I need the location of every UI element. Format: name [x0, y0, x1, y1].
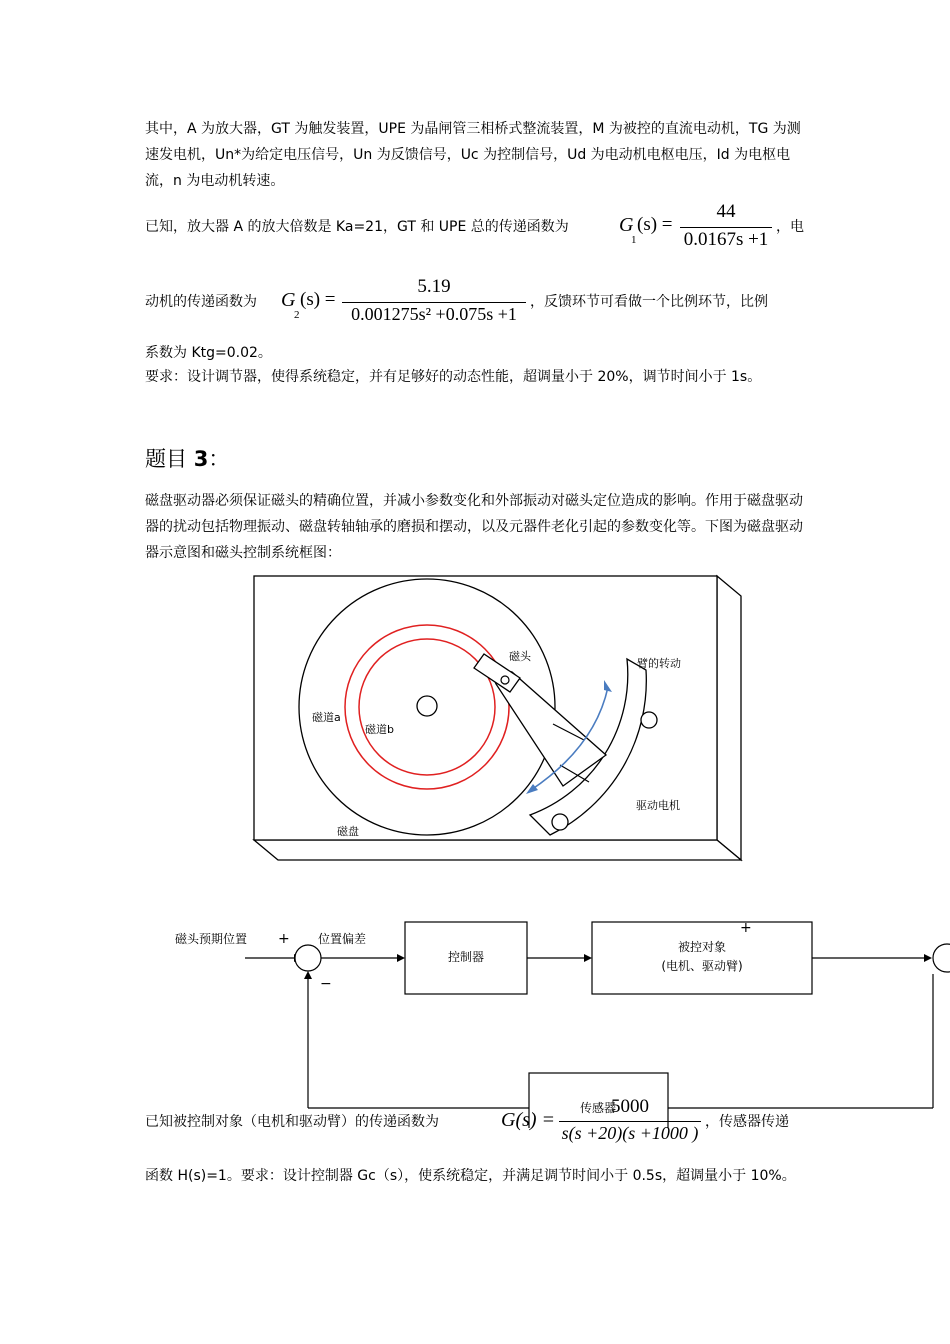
- summer2-input-arrowhead-icon: [924, 954, 932, 962]
- heading-colon: ：: [208, 447, 230, 471]
- g2-numerator: 5.19: [417, 276, 451, 297]
- g1-sub: 1: [631, 234, 637, 246]
- plant-label-line-1: 被控对象: [677, 940, 727, 954]
- label-arm-rotation: 臂的转动: [637, 657, 681, 670]
- g1-fraction-bar: [680, 227, 772, 228]
- controller-input-arrowhead-icon: [397, 954, 405, 962]
- paragraph-requirement-2: 函数 H(s)=1。要求：设计控制器 Gc（s），使系统稳定，并满足调节时间小于 0.5s，超调量小于 10%。: [145, 1168, 796, 1184]
- g1-lhs: G: [619, 214, 634, 236]
- block-input-label: 磁头预期位置: [175, 932, 248, 946]
- disk-drive-figure: [250, 572, 744, 862]
- paragraph-disk-intro: 磁盘驱动器必须保证磁头的精确位置，并减小参数变化和外部振动对磁头定位造成的影响。作用于磁盘驱动器的扰动包括物理振动、磁盘转轴轴承的磨损和摆动，以及元器件老化引起的参数变化等。下图为磁盘驱动器示意图和磁头控制系统框图：: [145, 493, 803, 561]
- motor-hole-top-icon: [641, 712, 657, 728]
- g2-denominator: 0.001275s² +0.075s +1: [351, 304, 517, 324]
- head-pivot-icon: [501, 676, 509, 684]
- spindle-icon: [417, 696, 437, 716]
- gs-lhs: G(s) =: [501, 1109, 556, 1131]
- g2-lhs: G: [281, 289, 296, 311]
- plant-label-line-2: (电机、驱动臂): [661, 959, 743, 973]
- g1-denominator: 0.0167s +1: [683, 229, 769, 250]
- paragraph-g1-suffix: ，电: [776, 219, 804, 235]
- g2-fraction-bar: [342, 302, 526, 303]
- label-drive-motor: 驱动电机: [636, 799, 680, 812]
- paragraph-ktg: 系数为 Ktg=0.02。: [145, 345, 272, 361]
- paragraph-plant-tf-suffix: ，传感器传递: [705, 1114, 789, 1130]
- g2-arg: (s) =: [300, 289, 336, 310]
- sensor-label: 传感器: [579, 1101, 617, 1115]
- paragraph-requirement-1: 要求：设计调节器，使得系统稳定，并有足够好的动态性能，超调量小于 20%，调节时间小于 1s。: [145, 369, 762, 385]
- heading-number: 3: [193, 447, 209, 471]
- gs-fraction-bar: [559, 1121, 701, 1122]
- casing-bottom: [254, 840, 741, 860]
- g2-sub: 2: [294, 309, 300, 321]
- heading-problem-3: [145, 445, 229, 473]
- paragraph-g2-suffix: ，反馈环节可看做一个比例环节，比例: [530, 294, 768, 310]
- control-block-diagram: [0, 908, 950, 1128]
- label-track-b: 磁道b: [365, 723, 394, 736]
- summing-junction-2: [933, 944, 950, 972]
- label-head: 磁头: [509, 650, 531, 663]
- paragraph-plant-tf-prefix: 已知被控制对象（电机和驱动臂）的传递函数为: [145, 1114, 439, 1130]
- summer2-plus-sign: +: [740, 920, 752, 936]
- plant-block: [592, 922, 812, 994]
- g1-arg: (s) =: [637, 214, 673, 235]
- summer1-minus-sign: −: [320, 976, 332, 992]
- paragraph-g1-prefix: 已知，放大器 A 的放大倍数是 Ka=21，GT 和 UPE 总的传递函数为: [145, 219, 569, 235]
- gs-numerator: 5000: [611, 1096, 649, 1117]
- feedback-arrowhead-icon: [304, 971, 312, 979]
- label-disk: 磁盘: [337, 825, 359, 838]
- gs-denominator: s(s +20)(s +1000 ): [561, 1123, 699, 1143]
- g1-numerator: 44: [716, 201, 736, 222]
- controller-label: 控制器: [447, 950, 485, 964]
- block-error-label: 位置偏差: [318, 932, 367, 946]
- summer1-plus-sign: +: [278, 931, 290, 947]
- paragraph-symbols: 其中，A 为放大器，GT 为触发装置，UPE 为晶闸管三相桥式整流装置，M 为被控的直流电动机，TG 为测速发电机，Un*为给定电压信号，Un 为反馈信号，Uc 为控制信号，Ud 为电动机电枢电压，Id 为电枢电流，n 为电动机转速。: [145, 121, 801, 189]
- casing-side: [717, 576, 741, 860]
- paragraph-g2-prefix: 动机的传递函数为: [145, 294, 257, 310]
- label-track-a: 磁道a: [312, 711, 341, 724]
- motor-hole-bottom-icon: [552, 814, 568, 830]
- heading-text: 题目: [145, 447, 194, 471]
- plant-input-arrowhead-icon: [584, 954, 592, 962]
- summing-junction-1: [295, 945, 321, 971]
